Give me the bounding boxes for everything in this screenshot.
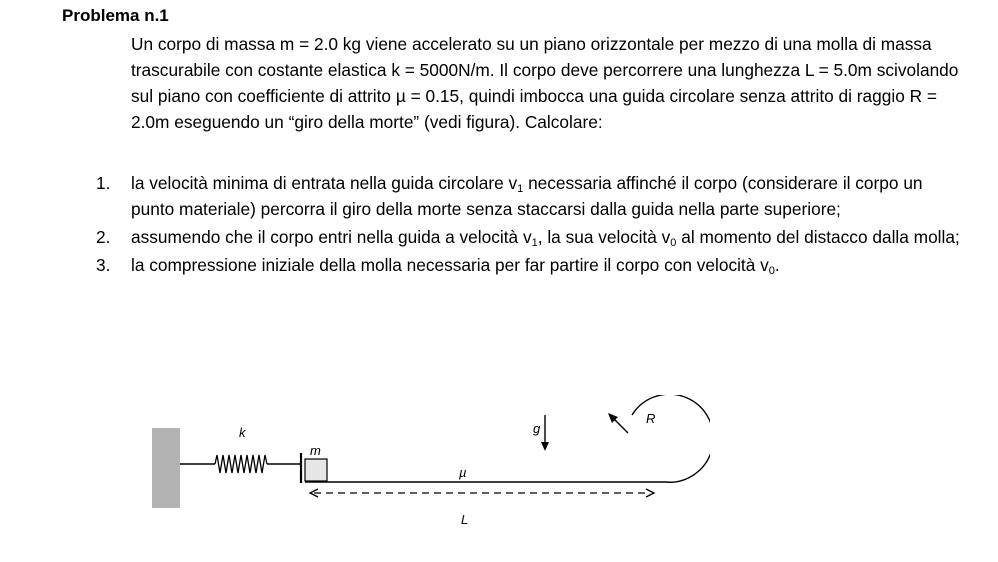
block-mass	[305, 459, 327, 481]
wall	[152, 428, 180, 508]
question-number: 3.	[96, 255, 111, 275]
gravity-arrowhead	[541, 442, 549, 451]
question-item	[96, 170, 966, 222]
question-text: assumendo che il corpo entri nella guida a velocità v	[131, 227, 532, 247]
question-number: 2.	[96, 227, 111, 247]
question-list	[96, 170, 966, 280]
loop-the-loop-figure	[150, 395, 710, 545]
problem-statement: Un corpo di massa m = 2.0 kg viene accelerato su un piano orizzontale per mezzo di una molla di massa trascurabile con costante elastica k = 5000N/m. Il corpo deve percorrere una lunghezza L = 5.0m scivolando sul piano con coefficiente di attrito µ = 0.15, quindi imbocca una guida circolare senza attrito di raggio R = 2.0m eseguendo un “giro della morte” (vedi figura). Calcolare:	[131, 34, 959, 132]
question-text: .	[774, 255, 780, 275]
question-text: , la sua velocità v	[537, 227, 671, 247]
label-L: L	[461, 512, 469, 527]
question-text: la velocità minima di entrata nella guida circolare v	[131, 173, 518, 193]
subscript: 1	[531, 237, 538, 249]
question-text: al momento del distacco dalla molla;	[676, 227, 960, 247]
label-k: k	[239, 425, 246, 440]
label-mu: µ	[459, 465, 467, 480]
subscript: 0	[768, 265, 775, 277]
question-item	[96, 224, 966, 250]
question-text: la compressione iniziale della molla necessaria per far partire il corpo con velocità v	[131, 255, 769, 275]
subscript: 1	[517, 183, 524, 195]
label-g: g	[533, 421, 541, 436]
label-m: m	[310, 443, 321, 458]
problem-title: Problema n.1	[62, 6, 169, 25]
label-R: R	[646, 411, 656, 426]
circular-guide	[632, 395, 710, 482]
spring	[215, 455, 267, 473]
question-item	[96, 252, 966, 278]
question-number: 1.	[96, 173, 111, 193]
subscript: 0	[670, 237, 677, 249]
question-text: necessaria affinché il corpo (considerare il corpo un punto materiale) percorra il giro della morte senza staccarsi dalla guida nella parte superiore;	[131, 173, 923, 219]
